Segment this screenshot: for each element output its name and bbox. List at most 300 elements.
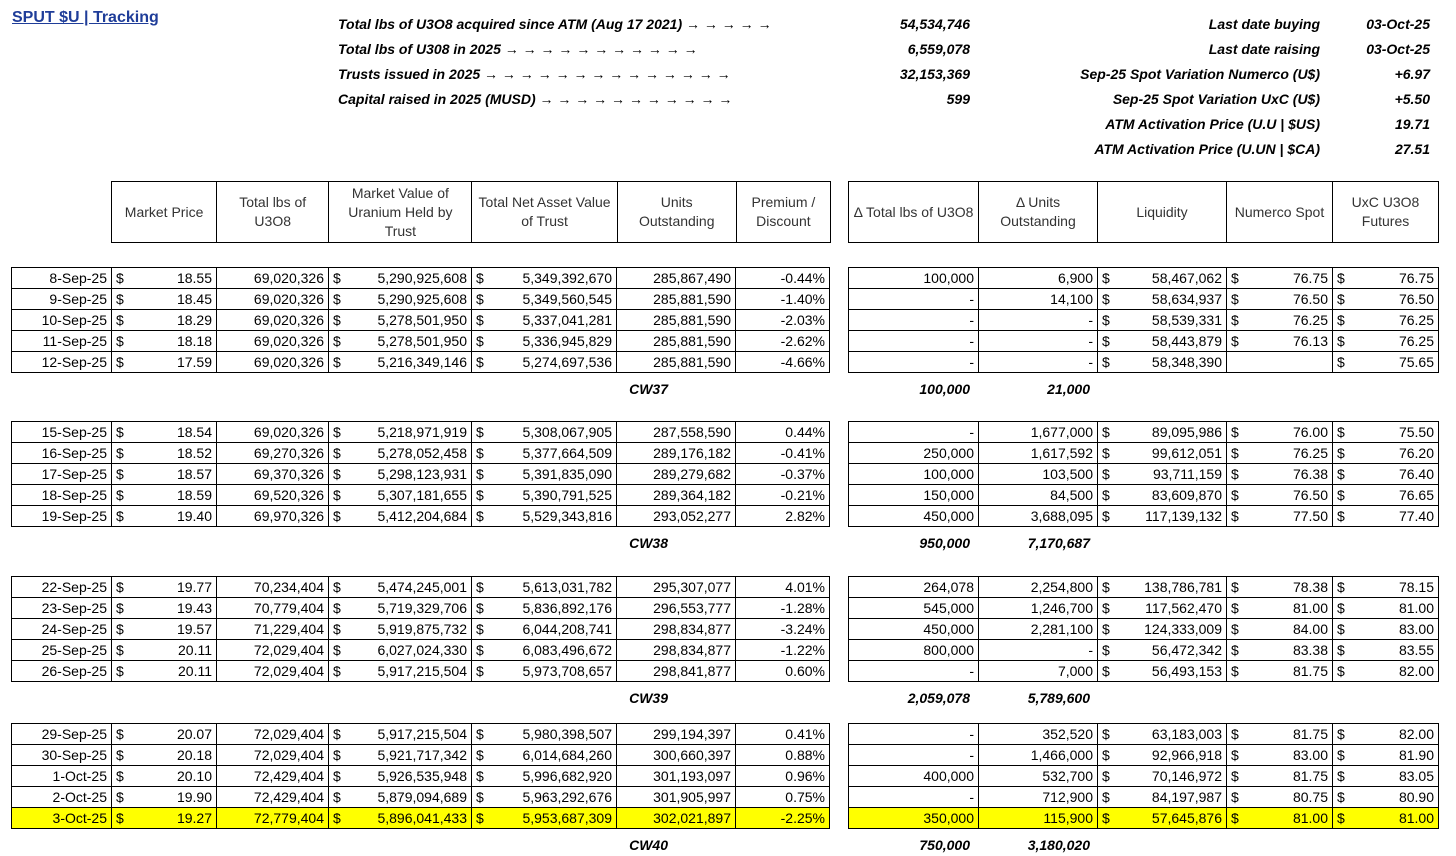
cell-value: 5,308,067,905 bbox=[522, 424, 612, 440]
cell-value: 8-Sep-25 bbox=[12, 268, 112, 289]
currency-symbol: $ bbox=[476, 354, 484, 370]
currency-cell bbox=[112, 352, 217, 373]
currency-cell bbox=[1333, 724, 1439, 745]
table-row bbox=[12, 352, 830, 373]
currency-cell bbox=[472, 724, 617, 745]
cell-value: 5,613,031,782 bbox=[522, 579, 612, 595]
cell-value: 289,279,682 bbox=[617, 464, 736, 485]
currency-cell bbox=[329, 766, 472, 787]
cell-value: 20.11 bbox=[178, 642, 212, 658]
cell-value: 30-Sep-25 bbox=[12, 745, 112, 766]
cell-value: - bbox=[849, 352, 979, 373]
cell-value: 4.01% bbox=[736, 577, 830, 598]
currency-cell bbox=[329, 745, 472, 766]
currency-cell bbox=[1333, 443, 1439, 464]
column-header: Total Net Asset Value of Trust bbox=[472, 182, 617, 243]
currency-cell bbox=[112, 745, 217, 766]
cell-value: 76.38 bbox=[1292, 466, 1328, 482]
currency-cell bbox=[112, 331, 217, 352]
currency-symbol: $ bbox=[333, 579, 341, 595]
cell-value: 72,029,404 bbox=[217, 661, 329, 682]
cell-value: 5,349,560,545 bbox=[522, 291, 612, 307]
currency-symbol: $ bbox=[116, 621, 124, 637]
currency-cell bbox=[112, 443, 217, 464]
currency-cell bbox=[1098, 485, 1227, 506]
cell-value: 5,917,215,504 bbox=[377, 726, 467, 742]
week-label: CW40 bbox=[629, 837, 668, 853]
currency-symbol: $ bbox=[1337, 726, 1345, 742]
cell-value: - bbox=[849, 310, 979, 331]
cell-value: - bbox=[849, 331, 979, 352]
currency-symbol: $ bbox=[1231, 466, 1239, 482]
cell-value: 76.50 bbox=[1398, 291, 1434, 307]
currency-symbol: $ bbox=[1102, 312, 1110, 328]
currency-cell bbox=[329, 640, 472, 661]
currency-symbol: $ bbox=[333, 487, 341, 503]
currency-cell bbox=[1227, 331, 1333, 352]
currency-symbol: $ bbox=[1102, 579, 1110, 595]
currency-symbol: $ bbox=[333, 291, 341, 307]
currency-symbol: $ bbox=[1231, 789, 1239, 805]
currency-cell bbox=[472, 310, 617, 331]
cell-value: 115,900 bbox=[979, 808, 1098, 829]
currency-cell bbox=[112, 464, 217, 485]
currency-cell bbox=[1098, 661, 1227, 682]
currency-cell bbox=[472, 640, 617, 661]
currency-cell bbox=[1098, 808, 1227, 829]
currency-symbol: $ bbox=[1102, 621, 1110, 637]
currency-symbol: $ bbox=[476, 663, 484, 679]
currency-symbol: $ bbox=[116, 424, 124, 440]
cell-value: 69,970,326 bbox=[217, 506, 329, 527]
week-total-units: 7,170,687 bbox=[1027, 535, 1090, 551]
currency-symbol: $ bbox=[476, 600, 484, 616]
cell-value: 5,278,501,950 bbox=[377, 333, 467, 349]
currency-cell bbox=[472, 464, 617, 485]
cell-value: 5,218,971,919 bbox=[377, 424, 467, 440]
cell-value: 56,493,153 bbox=[1151, 663, 1222, 679]
week-table-right bbox=[848, 723, 1439, 829]
cell-value: 18.29 bbox=[176, 312, 212, 328]
cell-value: 5,719,329,706 bbox=[377, 600, 467, 616]
cell-value: 18.59 bbox=[176, 487, 212, 503]
currency-cell bbox=[329, 443, 472, 464]
currency-cell bbox=[472, 745, 617, 766]
cell-value: -2.03% bbox=[736, 310, 830, 331]
cell-value: 70,146,972 bbox=[1151, 768, 1222, 784]
week-label: CW37 bbox=[629, 381, 668, 397]
summary-label: Capital raised in 2025 (MUSD) → → → → → → → → → → → bbox=[338, 91, 733, 107]
cell-value: 5,963,292,676 bbox=[522, 789, 612, 805]
cell-value: 285,881,590 bbox=[617, 310, 736, 331]
cell-value: 76.50 bbox=[1292, 291, 1328, 307]
currency-symbol: $ bbox=[1102, 291, 1110, 307]
column-header: Market Value of Uranium Held by Trust bbox=[329, 182, 472, 243]
currency-symbol: $ bbox=[476, 768, 484, 784]
cell-value: 5,996,682,920 bbox=[522, 768, 612, 784]
currency-symbol: $ bbox=[1337, 424, 1345, 440]
currency-symbol: $ bbox=[333, 466, 341, 482]
column-header: Δ Total lbs of U3O8 bbox=[849, 182, 979, 243]
week-table-right bbox=[848, 421, 1439, 527]
week-table-left bbox=[11, 723, 830, 829]
cell-value: 84,500 bbox=[979, 485, 1098, 506]
cell-value: 69,020,326 bbox=[217, 422, 329, 443]
currency-symbol: $ bbox=[1337, 579, 1345, 595]
cell-value: 5,879,094,689 bbox=[377, 789, 467, 805]
cell-value: - bbox=[979, 310, 1098, 331]
cell-value: 5,529,343,816 bbox=[522, 508, 612, 524]
cell-value: 5,298,123,931 bbox=[377, 466, 467, 482]
cell-value: 5,349,392,670 bbox=[522, 270, 612, 286]
currency-symbol: $ bbox=[476, 621, 484, 637]
cell-value: 103,500 bbox=[979, 464, 1098, 485]
currency-symbol: $ bbox=[1337, 445, 1345, 461]
summary-label: Sep-25 Spot Variation UxC (U$) bbox=[1112, 91, 1320, 107]
cell-value: 29-Sep-25 bbox=[12, 724, 112, 745]
currency-symbol: $ bbox=[333, 600, 341, 616]
currency-symbol: $ bbox=[1102, 445, 1110, 461]
currency-symbol: $ bbox=[116, 789, 124, 805]
cell-value: 295,307,077 bbox=[617, 577, 736, 598]
currency-symbol: $ bbox=[116, 487, 124, 503]
cell-value: 18-Sep-25 bbox=[12, 485, 112, 506]
cell-value: 81.90 bbox=[1398, 747, 1434, 763]
table-row bbox=[12, 577, 830, 598]
currency-cell bbox=[1333, 422, 1439, 443]
cell-value: 26-Sep-25 bbox=[12, 661, 112, 682]
currency-symbol: $ bbox=[476, 747, 484, 763]
currency-symbol: $ bbox=[333, 312, 341, 328]
cell-value: 82.00 bbox=[1398, 663, 1434, 679]
cell-value: 1,246,700 bbox=[979, 598, 1098, 619]
cell-value: 11-Sep-25 bbox=[12, 331, 112, 352]
currency-symbol: $ bbox=[1337, 747, 1345, 763]
currency-cell bbox=[329, 310, 472, 331]
currency-cell bbox=[472, 422, 617, 443]
cell-value: 18.54 bbox=[176, 424, 212, 440]
currency-cell bbox=[1227, 640, 1333, 661]
cell-value: 5,412,204,684 bbox=[377, 508, 467, 524]
currency-cell bbox=[1227, 268, 1333, 289]
table-row bbox=[849, 577, 1439, 598]
summary-label: ATM Activation Price (U.U | $US) bbox=[1105, 116, 1320, 132]
cell-value: 124,333,009 bbox=[1144, 621, 1222, 637]
table-row bbox=[12, 808, 830, 829]
cell-value: 57,645,876 bbox=[1151, 810, 1222, 826]
cell-value: 72,029,404 bbox=[217, 640, 329, 661]
table-row bbox=[12, 640, 830, 661]
cell-value: 545,000 bbox=[849, 598, 979, 619]
currency-symbol: $ bbox=[1231, 663, 1239, 679]
cell-value: 1,677,000 bbox=[979, 422, 1098, 443]
cell-value: 19.90 bbox=[176, 789, 212, 805]
currency-cell bbox=[112, 289, 217, 310]
currency-symbol: $ bbox=[333, 642, 341, 658]
currency-symbol: $ bbox=[1231, 312, 1239, 328]
currency-symbol: $ bbox=[116, 726, 124, 742]
summary-value: 19.71 bbox=[1394, 116, 1430, 132]
currency-symbol: $ bbox=[116, 768, 124, 784]
currency-cell bbox=[1333, 331, 1439, 352]
cell-value: 298,834,877 bbox=[617, 640, 736, 661]
currency-cell bbox=[112, 310, 217, 331]
cell-value: 76.40 bbox=[1398, 466, 1434, 482]
currency-cell bbox=[472, 619, 617, 640]
summary-value: 6,559,078 bbox=[907, 41, 970, 57]
cell-value: 72,029,404 bbox=[217, 745, 329, 766]
summary-value: +6.97 bbox=[1394, 66, 1430, 82]
cell-value: 76.25 bbox=[1398, 333, 1434, 349]
cell-value: 76.25 bbox=[1292, 445, 1328, 461]
cell-value: 5,391,835,090 bbox=[522, 466, 612, 482]
cell-value: 5,336,945,829 bbox=[522, 333, 612, 349]
cell-value: 78.15 bbox=[1398, 579, 1434, 595]
table-row bbox=[12, 464, 830, 485]
cell-value: -1.28% bbox=[736, 598, 830, 619]
currency-cell bbox=[1098, 598, 1227, 619]
cell-value: 75.65 bbox=[1398, 354, 1434, 370]
table-row bbox=[849, 464, 1439, 485]
cell-value: 450,000 bbox=[849, 506, 979, 527]
cell-value: 18.52 bbox=[176, 445, 212, 461]
currency-cell bbox=[1227, 577, 1333, 598]
cell-value: 5,274,697,536 bbox=[522, 354, 612, 370]
cell-value: 285,867,490 bbox=[617, 268, 736, 289]
cell-value: 25-Sep-25 bbox=[12, 640, 112, 661]
column-header: Δ Units Outstanding bbox=[979, 182, 1098, 243]
cell-value: 84.00 bbox=[1292, 621, 1328, 637]
currency-cell bbox=[1333, 787, 1439, 808]
cell-value: 76.25 bbox=[1292, 312, 1328, 328]
column-header: Liquidity bbox=[1098, 182, 1227, 243]
cell-value: 14,100 bbox=[979, 289, 1098, 310]
cell-value: 0.88% bbox=[736, 745, 830, 766]
cell-value: 250,000 bbox=[849, 443, 979, 464]
cell-value: 20.11 bbox=[178, 663, 212, 679]
currency-symbol: $ bbox=[1337, 600, 1345, 616]
currency-cell bbox=[112, 577, 217, 598]
currency-symbol: $ bbox=[476, 333, 484, 349]
summary-label: ATM Activation Price (U.UN | $CA) bbox=[1094, 141, 1320, 157]
currency-cell bbox=[1333, 289, 1439, 310]
week-table-left bbox=[11, 267, 830, 373]
cell-value: 117,562,470 bbox=[1145, 600, 1222, 616]
cell-value: 285,881,590 bbox=[617, 289, 736, 310]
currency-symbol: $ bbox=[476, 270, 484, 286]
currency-symbol: $ bbox=[1337, 487, 1345, 503]
currency-cell bbox=[1098, 331, 1227, 352]
currency-symbol: $ bbox=[476, 291, 484, 307]
currency-cell bbox=[112, 640, 217, 661]
cell-value: 352,520 bbox=[979, 724, 1098, 745]
cell-value: 5,337,041,281 bbox=[522, 312, 612, 328]
cell-value: 69,020,326 bbox=[217, 352, 329, 373]
cell-value: 84,197,987 bbox=[1151, 789, 1222, 805]
column-header: Units Outstanding bbox=[617, 182, 736, 243]
table-row bbox=[12, 766, 830, 787]
currency-cell bbox=[112, 619, 217, 640]
week-total-lbs: 950,000 bbox=[919, 535, 970, 551]
cell-value: 6,014,684,260 bbox=[522, 747, 612, 763]
cell-value: 293,052,277 bbox=[617, 506, 736, 527]
currency-symbol: $ bbox=[1337, 642, 1345, 658]
table-row bbox=[12, 310, 830, 331]
currency-cell bbox=[472, 443, 617, 464]
currency-cell bbox=[472, 661, 617, 682]
cell-value: 1,617,592 bbox=[979, 443, 1098, 464]
cell-value: 77.50 bbox=[1292, 508, 1328, 524]
currency-symbol: $ bbox=[1337, 291, 1345, 307]
currency-cell bbox=[112, 506, 217, 527]
currency-symbol: $ bbox=[1231, 333, 1239, 349]
currency-cell bbox=[329, 787, 472, 808]
cell-value bbox=[1227, 352, 1333, 373]
cell-value: 78.38 bbox=[1292, 579, 1328, 595]
currency-symbol: $ bbox=[333, 789, 341, 805]
summary-value: 03-Oct-25 bbox=[1366, 16, 1430, 32]
cell-value: 0.60% bbox=[736, 661, 830, 682]
cell-value: 58,634,937 bbox=[1151, 291, 1222, 307]
table-row bbox=[849, 724, 1439, 745]
currency-symbol: $ bbox=[1337, 621, 1345, 637]
currency-cell bbox=[1098, 268, 1227, 289]
currency-cell bbox=[1333, 661, 1439, 682]
cell-value: 72,429,404 bbox=[217, 787, 329, 808]
cell-value: 287,558,590 bbox=[617, 422, 736, 443]
table-row bbox=[849, 268, 1439, 289]
cell-value: 800,000 bbox=[849, 640, 979, 661]
cell-value: 5,973,708,657 bbox=[522, 663, 612, 679]
cell-value: 93,711,159 bbox=[1152, 466, 1222, 482]
currency-cell bbox=[472, 506, 617, 527]
cell-value: 298,834,877 bbox=[617, 619, 736, 640]
cell-value: 81.75 bbox=[1292, 663, 1328, 679]
page-title[interactable]: SPUT $U | Tracking bbox=[12, 9, 159, 26]
cell-value: 19.40 bbox=[176, 508, 212, 524]
currency-cell bbox=[1333, 640, 1439, 661]
currency-symbol: $ bbox=[476, 487, 484, 503]
cell-value: 17.59 bbox=[176, 354, 212, 370]
cell-value: 5,917,215,504 bbox=[377, 663, 467, 679]
week-total-lbs: 100,000 bbox=[919, 381, 970, 397]
cell-value: 20.10 bbox=[176, 768, 212, 784]
summary-label: Last date raising bbox=[1208, 41, 1320, 57]
cell-value: -0.21% bbox=[736, 485, 830, 506]
currency-symbol: $ bbox=[333, 424, 341, 440]
summary-label: Last date buying bbox=[1208, 16, 1320, 32]
table-row bbox=[12, 422, 830, 443]
currency-symbol: $ bbox=[333, 333, 341, 349]
currency-symbol: $ bbox=[1337, 768, 1345, 784]
currency-symbol: $ bbox=[1102, 600, 1110, 616]
cell-value: 289,364,182 bbox=[617, 485, 736, 506]
cell-value: 2-Oct-25 bbox=[12, 787, 112, 808]
cell-value: 6,083,496,672 bbox=[522, 642, 612, 658]
currency-symbol: $ bbox=[333, 810, 341, 826]
table-row bbox=[849, 661, 1439, 682]
currency-symbol: $ bbox=[1231, 768, 1239, 784]
cell-value: 83.05 bbox=[1398, 768, 1434, 784]
cell-value: 76.50 bbox=[1292, 487, 1328, 503]
currency-symbol: $ bbox=[476, 466, 484, 482]
week-total-lbs: 750,000 bbox=[919, 837, 970, 853]
cell-value: 3,688,095 bbox=[979, 506, 1098, 527]
currency-cell bbox=[1333, 506, 1439, 527]
currency-symbol: $ bbox=[1102, 424, 1110, 440]
cell-value: 5,307,181,655 bbox=[377, 487, 467, 503]
currency-cell bbox=[1227, 422, 1333, 443]
week-table-right bbox=[848, 576, 1439, 682]
currency-symbol: $ bbox=[333, 508, 341, 524]
cell-value: 76.25 bbox=[1398, 312, 1434, 328]
summary-value: 27.51 bbox=[1394, 141, 1430, 157]
currency-cell bbox=[1098, 787, 1227, 808]
cell-value: 70,234,404 bbox=[217, 577, 329, 598]
currency-cell bbox=[329, 577, 472, 598]
cell-value: 19-Sep-25 bbox=[12, 506, 112, 527]
currency-cell bbox=[1333, 352, 1439, 373]
cell-value: - bbox=[979, 331, 1098, 352]
currency-symbol: $ bbox=[333, 445, 341, 461]
currency-cell bbox=[1333, 598, 1439, 619]
cell-value: 0.96% bbox=[736, 766, 830, 787]
currency-cell bbox=[1333, 310, 1439, 331]
currency-symbol: $ bbox=[333, 270, 341, 286]
currency-symbol: $ bbox=[333, 726, 341, 742]
currency-symbol: $ bbox=[1337, 663, 1345, 679]
currency-cell bbox=[1227, 787, 1333, 808]
cell-value: 5,290,925,608 bbox=[377, 291, 467, 307]
cell-value: 83,609,870 bbox=[1151, 487, 1222, 503]
currency-cell bbox=[472, 485, 617, 506]
currency-symbol: $ bbox=[1102, 642, 1110, 658]
cell-value: 350,000 bbox=[849, 808, 979, 829]
currency-symbol: $ bbox=[1102, 726, 1110, 742]
currency-cell bbox=[1098, 745, 1227, 766]
currency-cell bbox=[1333, 766, 1439, 787]
currency-symbol: $ bbox=[1102, 789, 1110, 805]
cell-value: -0.37% bbox=[736, 464, 830, 485]
currency-symbol: $ bbox=[116, 270, 124, 286]
cell-value: 5,278,501,950 bbox=[377, 312, 467, 328]
cell-value: 99,612,051 bbox=[1151, 445, 1222, 461]
summary-value: +5.50 bbox=[1394, 91, 1430, 107]
currency-cell bbox=[1227, 464, 1333, 485]
currency-symbol: $ bbox=[476, 312, 484, 328]
currency-symbol: $ bbox=[476, 642, 484, 658]
summary-value: 599 bbox=[946, 91, 970, 107]
cell-value: 81.00 bbox=[1292, 600, 1328, 616]
currency-symbol: $ bbox=[476, 810, 484, 826]
cell-value: 296,553,777 bbox=[617, 598, 736, 619]
table-row bbox=[849, 310, 1439, 331]
table-row bbox=[12, 598, 830, 619]
table-row bbox=[849, 331, 1439, 352]
cell-value: 69,020,326 bbox=[217, 331, 329, 352]
currency-cell bbox=[1098, 289, 1227, 310]
cell-value: 7,000 bbox=[979, 661, 1098, 682]
table-row bbox=[12, 289, 830, 310]
table-row bbox=[849, 640, 1439, 661]
currency-symbol: $ bbox=[116, 466, 124, 482]
currency-cell bbox=[1333, 808, 1439, 829]
currency-symbol: $ bbox=[333, 747, 341, 763]
currency-cell bbox=[472, 598, 617, 619]
cell-value: 5,921,717,342 bbox=[377, 747, 467, 763]
header-right bbox=[848, 181, 1439, 243]
currency-symbol: $ bbox=[1102, 333, 1110, 349]
